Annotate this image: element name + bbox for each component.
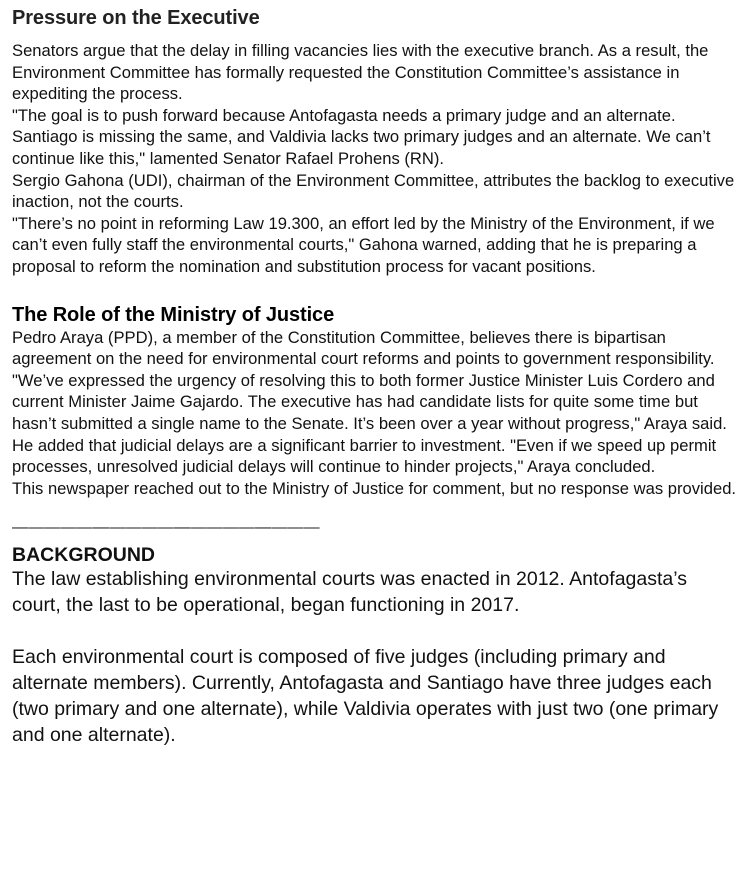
paragraph: He added that judicial delays are a significant barrier to investment. "Even if we speed up permit processes, unresolved judicial delays will continue to hinder projects," Araya concluded.: [12, 435, 717, 477]
paragraph: "There’s no point in reforming Law 19.300, an effort led by the Ministry of the Environment, if we can’t even fully staff the environmental courts," Gahona warned, adding that he is preparing a proposal to reform the nomination and substitution process for vacant positions.: [12, 213, 715, 276]
section-divider: ———————————————————: [12, 519, 320, 537]
paragraph: This newspaper reached out to the Ministry of Justice for comment, but no response was provided.: [12, 478, 737, 498]
section-body-role-of-ministry-of-justice: [12, 327, 738, 500]
section-title-pressure-on-executive: Pressure on the Executive: [12, 7, 260, 29]
section-title-role-of-ministry-of-justice: The Role of the Ministry of Justice: [12, 303, 335, 326]
paragraph: Pedro Araya (PPD), a member of the Constitution Committee, believes there is bipartisan agreement on the need for environmental court reforms and points to government responsibility.: [12, 327, 715, 369]
background-title: BACKGROUND: [12, 544, 155, 567]
paragraph-spacer: [12, 618, 738, 644]
paragraph: "The goal is to push forward because Antofagasta needs a primary judge and an alternate. Santiago is missing the same, and Valdivia lacks two primary judges and an alternate. We can’t continue like this," lamented Senator Rafael Prohens (RN).: [12, 105, 711, 168]
background-paragraph: Each environmental court is composed of five judges (including primary and alternate members). Currently, Antofagasta and Santiago have three judges each (two primary and one alternate), while Valdivia operates with just two (one primary and one alternate).: [12, 646, 719, 747]
paragraph: Senators argue that the delay in filling vacancies lies with the executive branch. As a result, the Environment Committee has formally requested the Constitution Committee’s assistance in expediting the process.: [12, 41, 709, 104]
background-body: [12, 566, 738, 748]
paragraph: Sergio Gahona (UDI), chairman of the Environment Committee, attributes the backlog to executive inaction, not the courts.: [12, 170, 735, 212]
section-body-pressure-on-executive: [12, 40, 738, 278]
paragraph: "We’ve expressed the urgency of resolving this to both former Justice Minister Luis Cordero and current Minister Jaime Gajardo. The executive has had candidate lists for quite some time but hasn’t submitted a single name to the Senate. It’s been over a year without progress," Araya said.: [12, 370, 727, 433]
background-paragraph: The law establishing environmental courts was enacted in 2012. Antofagasta’s court, the last to be operational, began functioning in 2017.: [12, 568, 687, 617]
